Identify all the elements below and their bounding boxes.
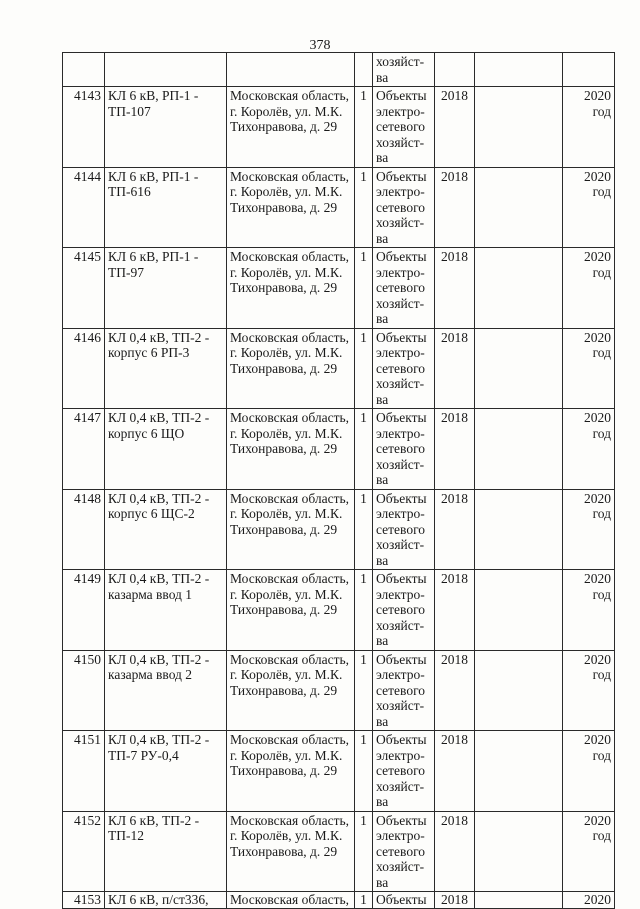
deadline-line: год: [592, 667, 611, 682]
cell-address: Московская область,: [227, 892, 355, 909]
category-line: электро-: [376, 586, 425, 602]
deadline-line: 2020: [584, 651, 611, 667]
cell-deadline: [563, 811, 615, 892]
name-line: КЛ 6 кВ, ТП-2 -: [108, 812, 200, 828]
cell-address: [227, 87, 355, 168]
address-line: Тихонравова, д. 29: [230, 280, 338, 295]
category-line: сетевого: [376, 602, 426, 617]
cell-qty: [355, 53, 373, 87]
cell-deadline: [563, 328, 615, 409]
category-line: электро-: [376, 345, 425, 360]
address-line: Московская область,: [230, 88, 350, 103]
address-line: Московская область,: [230, 651, 350, 667]
deadline-line: год: [592, 345, 611, 360]
address-line: г. Королёв, ул. М.К.: [230, 506, 343, 521]
category-line: сетевого: [376, 441, 426, 456]
category-line: сетевого: [376, 280, 426, 295]
cell-name: [105, 650, 227, 731]
cell-deadline: [563, 53, 615, 87]
category-line: сетевого: [376, 682, 426, 698]
cell-empty: [475, 731, 563, 812]
category-line: Объекты: [376, 410, 427, 425]
deadline-line: 2020: [584, 249, 611, 264]
cell-category: [373, 53, 435, 87]
category-line: сетевого: [376, 521, 426, 537]
address-line: Тихонравова, д. 29: [230, 441, 338, 456]
category-line: ва: [376, 713, 389, 729]
cell-category: [373, 650, 435, 731]
name-line: корпус 6 ЩО: [108, 425, 185, 441]
deadline-line: 2020: [584, 168, 611, 184]
address-line: Тихонравова, д. 29: [230, 119, 338, 134]
deadline-line: 2020: [584, 571, 611, 586]
cell-deadline: [563, 570, 615, 651]
address-line: Тихонравова, д. 29: [230, 763, 338, 778]
cell-name: [105, 328, 227, 409]
address-line: Тихонравова, д. 29: [230, 843, 338, 859]
cell-name: [105, 489, 227, 570]
category-line: хозяйст-: [376, 778, 425, 794]
cell-empty: [475, 489, 563, 570]
category-line: Объекты: [376, 249, 427, 264]
table-row: [63, 650, 615, 731]
cell-year: 2018: [435, 570, 475, 651]
category-line: ва: [376, 391, 389, 407]
table-row: [63, 811, 615, 892]
cell-qty: 1: [355, 248, 373, 329]
cell-qty: 1: [355, 87, 373, 168]
cell-address: [227, 248, 355, 329]
deadline-line: 2020: [584, 88, 611, 103]
category-line: электро-: [376, 184, 425, 199]
cell-no: 4153: [63, 892, 105, 909]
address-line: Московская область,: [230, 812, 350, 828]
cell-name: [105, 53, 227, 87]
cell-year: 2018: [435, 167, 475, 248]
address-line: Московская область,: [230, 732, 350, 747]
name-line: КЛ 0,4 кВ, ТП-2 -: [108, 329, 210, 345]
address-line: г. Королёв, ул. М.К.: [230, 667, 343, 682]
category-line: электро-: [376, 103, 425, 119]
category-line: сетевого: [376, 360, 426, 376]
table-row: [63, 409, 615, 490]
cell-deadline: [563, 167, 615, 248]
cell-no: 4143: [63, 87, 105, 168]
name-line: ТП-97: [108, 264, 144, 280]
cell-year: 2018: [435, 328, 475, 409]
address-line: г. Королёв, ул. М.К.: [230, 264, 343, 280]
category-line: хозяйст-: [376, 859, 425, 874]
cell-empty: [475, 409, 563, 490]
name-line: КЛ 6 кВ, РП-1 -: [108, 168, 199, 184]
deadline-line: 2020: [584, 329, 611, 345]
cell-year: 2018: [435, 811, 475, 892]
address-line: Тихонравова, д. 29: [230, 602, 338, 617]
address-line: Московская область,: [230, 249, 350, 264]
cell-qty: 1: [355, 650, 373, 731]
cell-qty: 1: [355, 167, 373, 248]
cell-address: [227, 53, 355, 87]
cell-empty: [475, 328, 563, 409]
category-line: электро-: [376, 747, 425, 763]
cell-deadline: [563, 489, 615, 570]
table-row: [63, 328, 615, 409]
table-row-partial: [63, 892, 615, 909]
cell-no: 4144: [63, 167, 105, 248]
address-line: Тихонравова, д. 29: [230, 360, 338, 376]
cell-empty: [475, 811, 563, 892]
cell-year: 2018: [435, 248, 475, 329]
cell-empty: [475, 650, 563, 731]
deadline-line: 2020: [584, 732, 611, 747]
name-line: корпус 6 ЩС-2: [108, 506, 195, 521]
category-line: хозяйст-: [376, 456, 425, 472]
category-line: ва: [376, 633, 389, 648]
name-line: корпус 6 РП-3: [108, 345, 190, 360]
cell-empty: [475, 167, 563, 248]
deadline-line: год: [592, 264, 611, 280]
deadline-line: год: [592, 586, 611, 602]
category-line: хозяйст-: [376, 698, 425, 713]
name-line: КЛ 0,4 кВ, ТП-2 -: [108, 571, 210, 586]
name-line: ТП-7 РУ-0,4: [108, 747, 179, 763]
category-line: ва: [376, 552, 389, 568]
cell-qty: 1: [355, 731, 373, 812]
deadline-line: год: [592, 747, 611, 763]
cell-qty: 1: [355, 409, 373, 490]
name-line: казарма ввод 1: [108, 586, 193, 602]
cell-deadline: 2020: [563, 892, 615, 909]
cell-year: 2018: [435, 489, 475, 570]
page-number: 378: [309, 38, 331, 53]
cell-qty: 1: [355, 570, 373, 651]
category-line: сетевого: [376, 199, 426, 215]
category-line: Объекты: [376, 651, 427, 667]
cell-address: [227, 811, 355, 892]
cell-category: Объекты: [373, 892, 435, 909]
category-line: электро-: [376, 264, 425, 280]
category-line: сетевого: [376, 843, 426, 859]
address-line: г. Королёв, ул. М.К.: [230, 103, 343, 119]
address-line: г. Королёв, ул. М.К.: [230, 184, 343, 199]
table-row: [63, 489, 615, 570]
cell-year: 2018: [435, 87, 475, 168]
table-row: [63, 570, 615, 651]
cell-address: [227, 731, 355, 812]
cell-address: [227, 409, 355, 490]
cell-address: [227, 328, 355, 409]
deadline-line: год: [592, 184, 611, 199]
address-line: г. Королёв, ул. М.К.: [230, 345, 343, 360]
category-line: электро-: [376, 506, 425, 521]
cell-category: [373, 409, 435, 490]
cell-category: [373, 489, 435, 570]
category-line: хозяйст-: [376, 134, 425, 150]
category-line: ва: [376, 874, 389, 890]
address-line: г. Королёв, ул. М.К.: [230, 747, 343, 763]
name-line: ТП-12: [108, 828, 144, 843]
cell-deadline: [563, 248, 615, 329]
cell-year: 2018: [435, 892, 475, 909]
cell-no: 4148: [63, 489, 105, 570]
table-row: [63, 248, 615, 329]
cell-address: [227, 650, 355, 731]
deadline-line: год: [592, 425, 611, 441]
address-line: Московская область,: [230, 329, 350, 345]
name-line: КЛ 6 кВ, РП-1 -: [108, 249, 199, 264]
category-line: хозяйст-: [376, 295, 425, 311]
cell-category: [373, 87, 435, 168]
cell-no: 4152: [63, 811, 105, 892]
table-row: [63, 87, 615, 168]
category-line: ва: [376, 472, 389, 487]
cell-no: [63, 53, 105, 87]
register-table: [62, 52, 615, 909]
cell-no: 4147: [63, 409, 105, 490]
cell-qty: 1: [355, 328, 373, 409]
cell-name: КЛ 6 кВ, п/ст336,: [105, 892, 227, 909]
name-line: ТП-616: [108, 184, 151, 199]
category-line: сетевого: [376, 763, 426, 778]
address-line: Тихонравова, д. 29: [230, 199, 338, 215]
cell-no: 4149: [63, 570, 105, 651]
table-row: [63, 167, 615, 248]
deadline-line: 2020: [584, 410, 611, 425]
address-line: Московская область,: [230, 490, 350, 506]
category-line: Объекты: [376, 490, 427, 506]
deadline-line: 2020: [584, 812, 611, 828]
deadline-line: год: [592, 103, 611, 119]
cell-empty: [475, 892, 563, 909]
category-line: Объекты: [376, 88, 427, 103]
cell-category: [373, 811, 435, 892]
category-line: хозяйст-: [376, 376, 425, 391]
cell-qty: 1: [355, 811, 373, 892]
address-line: г. Королёв, ул. М.К.: [230, 828, 343, 843]
deadline-line: 2020: [584, 490, 611, 506]
address-line: Московская область,: [230, 168, 350, 184]
category-line: Объекты: [376, 329, 427, 345]
cell-no: 4150: [63, 650, 105, 731]
table-row: [63, 731, 615, 812]
cell-address: [227, 489, 355, 570]
cell-empty: [475, 53, 563, 87]
address-line: Московская область,: [230, 410, 350, 425]
cell-year: 2018: [435, 731, 475, 812]
cell-category: [373, 248, 435, 329]
category-line: хозяйст-: [376, 537, 425, 552]
category-line: хозяйст-: [376, 215, 425, 230]
cell-qty: 1: [355, 489, 373, 570]
cell-year: [435, 53, 475, 87]
cell-year: 2018: [435, 650, 475, 731]
cell-category: [373, 570, 435, 651]
category-line: Объекты: [376, 732, 427, 747]
name-line: КЛ 0,4 кВ, ТП-2 -: [108, 651, 210, 667]
cell-name: [105, 87, 227, 168]
cell-name: [105, 570, 227, 651]
continuation-row: [63, 53, 615, 87]
deadline-line: год: [592, 506, 611, 521]
name-line: ТП-107: [108, 103, 151, 119]
category-line: Объекты: [376, 571, 427, 586]
cell-address: [227, 167, 355, 248]
address-line: г. Королёв, ул. М.К.: [230, 586, 343, 602]
category-line: хозяйст-: [376, 54, 425, 69]
name-line: КЛ 6 кВ, РП-1 -: [108, 88, 199, 103]
cell-category: [373, 167, 435, 248]
cell-address: [227, 570, 355, 651]
address-line: г. Королёв, ул. М.К.: [230, 425, 343, 441]
cell-name: [105, 248, 227, 329]
cell-no: 4145: [63, 248, 105, 329]
category-line: ва: [376, 230, 389, 246]
category-line: ва: [376, 794, 389, 809]
category-line: Объекты: [376, 168, 427, 184]
cell-qty: 1: [355, 892, 373, 909]
cell-deadline: [563, 650, 615, 731]
cell-empty: [475, 570, 563, 651]
category-line: ва: [376, 69, 389, 85]
cell-no: 4151: [63, 731, 105, 812]
address-line: Московская область,: [230, 571, 350, 586]
cell-deadline: [563, 731, 615, 812]
category-line: хозяйст-: [376, 617, 425, 633]
category-line: электро-: [376, 425, 425, 441]
cell-category: [373, 328, 435, 409]
cell-category: [373, 731, 435, 812]
cell-name: [105, 409, 227, 490]
category-line: Объекты: [376, 812, 427, 828]
category-line: сетевого: [376, 119, 426, 134]
cell-deadline: [563, 409, 615, 490]
name-line: КЛ 0,4 кВ, ТП-2 -: [108, 732, 210, 747]
name-line: КЛ 0,4 кВ, ТП-2 -: [108, 410, 210, 425]
category-line: ва: [376, 311, 389, 326]
address-line: Тихонравова, д. 29: [230, 682, 338, 698]
cell-no: 4146: [63, 328, 105, 409]
cell-name: [105, 167, 227, 248]
category-line: электро-: [376, 828, 425, 843]
category-line: ва: [376, 150, 389, 165]
category-line: электро-: [376, 667, 425, 682]
deadline-line: год: [592, 828, 611, 843]
cell-empty: [475, 87, 563, 168]
cell-name: [105, 731, 227, 812]
cell-deadline: [563, 87, 615, 168]
cell-name: [105, 811, 227, 892]
cell-year: 2018: [435, 409, 475, 490]
name-line: КЛ 0,4 кВ, ТП-2 -: [108, 490, 210, 506]
name-line: казарма ввод 2: [108, 667, 193, 682]
address-line: Тихонравова, д. 29: [230, 521, 338, 537]
cell-empty: [475, 248, 563, 329]
